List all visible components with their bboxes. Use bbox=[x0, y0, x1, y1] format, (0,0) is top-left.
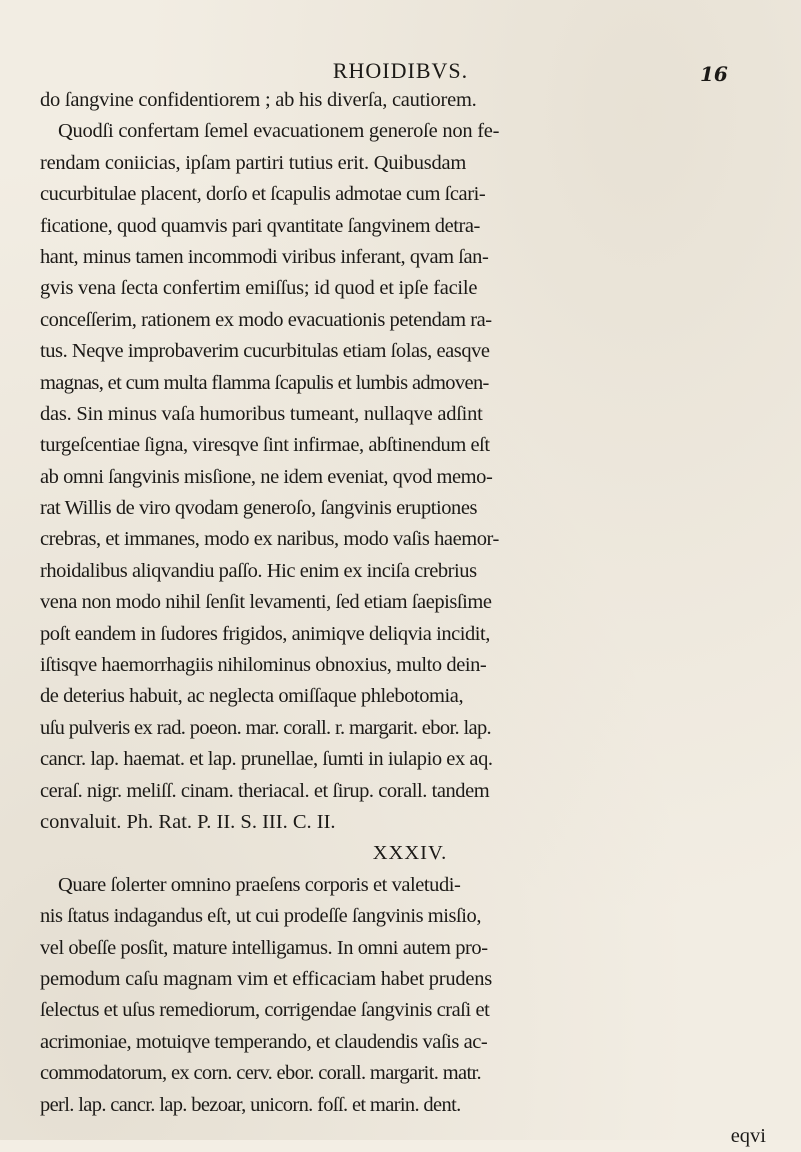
text-line: rat Willis de viro qvodam generoſo, ſangvinis eruptiones bbox=[40, 497, 478, 520]
text-line: ficatione, quod quamvis pari qvantitate ſangvinem detra- bbox=[40, 214, 480, 237]
text-line: rhoidalibus aliqvandiu paſſo. Hic enim ex inciſa crebrius bbox=[40, 559, 477, 582]
text-line: tus. Neqve improbaverim cucurbitulas etiam ſolas, easqve bbox=[40, 340, 490, 363]
text-line: nis ſtatus indagandus eſt, ut cui prodeſſe ſangvinis misſio, bbox=[40, 905, 482, 928]
body-text bbox=[40, 85, 780, 1152]
text-line: perl. lap. cancr. lap. bezoar, unicorn. foſſ. et marin. dent. bbox=[40, 1093, 461, 1116]
text-line: das. Sin minus vaſa humoribus tumeant, nullaqve adſint bbox=[40, 402, 483, 425]
text-line: poſt eandem in ſudores frigidos, animiqve deliqvia incidit, bbox=[40, 622, 490, 645]
text-line: turgeſcentiae ſigna, viresqve ſint infirmae, abſtinendum eſt bbox=[40, 434, 490, 457]
text-line: iſtisqve haemorrhagiis nihilominus obnoxius, multo dein- bbox=[40, 654, 487, 677]
section-heading: XXXIV. bbox=[372, 842, 448, 865]
running-head: RHOIDIBVS. bbox=[332, 58, 469, 83]
catchword: eqvi bbox=[730, 1124, 766, 1147]
text-line: ab omni ſangvinis misſione, ne idem eveniat, qvod memo- bbox=[40, 465, 493, 488]
text-line: pemodum caſu magnam vim et efficaciam habet prudens bbox=[40, 967, 492, 990]
text-line: hant, minus tamen incommodi viribus inferant, qvam ſan- bbox=[40, 245, 489, 268]
text-line: Quodſi confertam ſemel evacuationem generoſe non fe- bbox=[58, 120, 500, 143]
text-line: gvis vena ſecta confertim emiſſus; id quod et ipſe facile bbox=[40, 277, 478, 300]
text-line: crebras, et immanes, modo ex naribus, modo vaſis haemor- bbox=[40, 528, 499, 551]
text-line: conceſſerim, rationem ex modo evacuationis petendam ra- bbox=[40, 308, 492, 331]
text-line: do ſangvine confidentiorem ; ab his diverſa, cautiorem. bbox=[40, 89, 477, 111]
text-line: uſu pulveris ex rad. poeon. mar. corall. r. margarit. ebor. lap. bbox=[40, 716, 492, 739]
text-line: ſelectus et uſus remediorum, corrigendae ſangvinis craſi et bbox=[40, 999, 490, 1022]
text-line: acrimoniae, motuiqve temperando, et claudendis vaſis ac- bbox=[40, 1030, 488, 1053]
citation-line: convaluit. Ph. Rat. P. II. S. III. C. II. bbox=[40, 810, 336, 833]
text-line: Quare ſolerter omnino praeſens corporis et valetudi- bbox=[58, 873, 461, 896]
text-line: vena non modo nihil ſenſit levamenti, ſed etiam ſaepisſime bbox=[40, 591, 492, 614]
page-number: 16 bbox=[700, 62, 728, 86]
text-line: vel obeſſe posſit, mature intelligamus. In omni autem pro- bbox=[40, 936, 488, 959]
text-line: commodatorum, ex corn. cerv. ebor. corall. margarit. matr. bbox=[40, 1062, 482, 1085]
text-line: cancr. lap. haemat. et lap. prunellae, ſumti in iulapio ex aq. bbox=[40, 748, 493, 771]
text-line: cucurbitulae placent, dorſo et ſcapulis admotae cum ſcari- bbox=[40, 183, 486, 206]
text-line: ceraſ. nigr. meliſſ. cinam. theriacal. et ſirup. corall. tandem bbox=[40, 779, 490, 802]
text-line: magnas, et cum multa flamma ſcapulis et lumbis admoven- bbox=[40, 371, 489, 394]
text-line: rendam coniicias, ipſam partiri tutius erit. Quibusdam bbox=[40, 151, 467, 174]
text-line: de deterius habuit, ac neglecta omiſſaque phlebotomia, bbox=[40, 685, 464, 708]
